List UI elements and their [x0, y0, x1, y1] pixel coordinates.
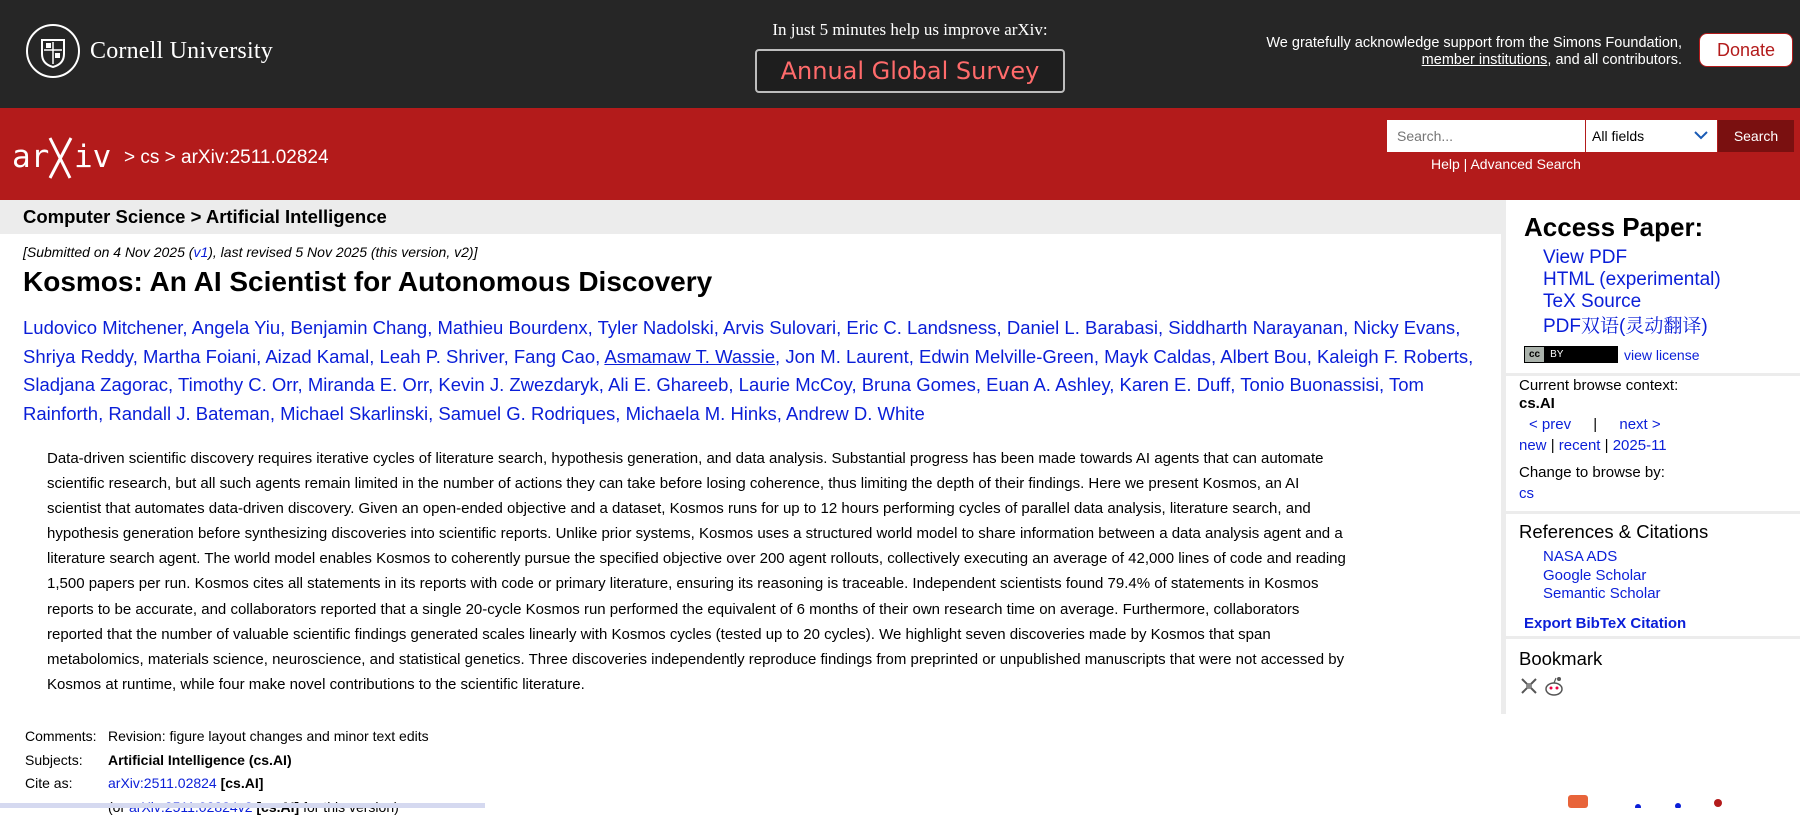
month-link[interactable]: 2025-11 — [1613, 437, 1667, 454]
nav-pipe: | — [1593, 416, 1597, 433]
cs-link[interactable]: cs — [1519, 485, 1534, 502]
recent-link[interactable]: recent — [1559, 437, 1601, 454]
cite-label: Cite as: — [25, 772, 108, 796]
arxiv-logo[interactable] — [12, 134, 120, 185]
author-link[interactable]: Eric C. Landsness — [846, 317, 996, 338]
paper-title: Kosmos: An AI Scientist for Autonomous Discovery — [23, 266, 1483, 298]
google-scholar-link[interactable]: Google Scholar — [1543, 567, 1646, 584]
ack-line2: , and all contributors. — [1547, 52, 1682, 68]
change-browse-label: Change to browse by: — [1519, 464, 1665, 481]
cornell-logo[interactable] — [26, 24, 273, 78]
svg-text:iv: iv — [74, 139, 111, 175]
donate-button[interactable]: Donate — [1699, 33, 1793, 67]
author-link[interactable]: Leah P. Shriver — [379, 346, 503, 367]
bookmark-icons — [1519, 676, 1565, 698]
reddit-icon[interactable] — [1543, 676, 1565, 698]
prev-next-nav — [1529, 416, 1661, 433]
abstract-line: 1,500 papers per run. Kosmos cites all statements in its reports with code or primary literature, ensuring its reasoning is traceable. Independent scientists found 79.4% of statements in Kosmos — [47, 571, 1467, 596]
arxiv-header — [0, 108, 1800, 200]
author-link[interactable]: Jon M. Laurent — [785, 346, 908, 367]
author-link[interactable]: Andrew D. White — [786, 403, 925, 424]
comments-row — [25, 725, 429, 749]
author-link[interactable]: Mathieu Bourdenx — [437, 317, 587, 338]
license — [1524, 346, 1699, 363]
semantic-scholar-link[interactable]: Semantic Scholar — [1543, 585, 1661, 602]
new-link[interactable]: new — [1519, 437, 1547, 454]
abstract — [47, 446, 1467, 697]
access-paper-heading: Access Paper: — [1524, 212, 1703, 243]
subjects-row — [25, 749, 429, 773]
cc-icon: cc — [1525, 347, 1544, 362]
cite-tag: [cs.AI] — [221, 775, 264, 791]
comments-value: Revision: figure layout changes and minor text edits — [108, 725, 429, 749]
view-pdf-link[interactable]: View PDF — [1543, 247, 1627, 268]
author-link[interactable]: Bruna Gomes — [862, 374, 976, 395]
author-link[interactable]: Timothy C. Orr — [178, 374, 298, 395]
author-link[interactable]: Miranda E. Orr — [308, 374, 428, 395]
author-link[interactable]: Ludovico Mitchener — [23, 317, 182, 338]
references-heading: References & Citations — [1519, 521, 1708, 543]
search-field-select[interactable] — [1586, 120, 1717, 152]
submitted-text: [Submitted on 4 Nov 2025 ( — [23, 244, 193, 260]
author-link[interactable]: Fang Cao — [514, 346, 595, 367]
abstract-line: scientist that automates data-driven discovery. Given an open-ended objective and a dataset, Kosmos runs for up to 12 hours performing cycles of parallel data analysis, literature search, and — [47, 496, 1467, 521]
arxiv-logo-icon — [12, 134, 120, 180]
tex-source-link[interactable]: TeX Source — [1543, 291, 1641, 312]
author-link[interactable]: Angela Yiu — [192, 317, 280, 338]
html-link[interactable]: HTML (experimental) — [1543, 269, 1721, 290]
listing-nav: new | recent | 2025-11 — [1519, 437, 1667, 454]
search-field-value: All fields — [1592, 128, 1644, 144]
ack-line1: We gratefully acknowledge support from the Simons Foundation, — [1266, 35, 1682, 51]
author-link[interactable]: Arvis Sulovari — [723, 317, 836, 338]
references-links — [1543, 548, 1661, 604]
help-link[interactable]: Help — [1431, 156, 1460, 172]
author-link[interactable]: Martha Foiani — [143, 346, 256, 367]
author-link[interactable]: Samuel G. Rodriques — [438, 403, 615, 424]
author-link[interactable]: Laurie McCoy — [739, 374, 852, 395]
abstract-line: metabolomics, materials science, neuroscience, and statistical genetics. Three discoveries independently reproduce findings from preprinted or unpublished manuscripts that were not accessed by — [47, 647, 1467, 672]
help-sep: | — [1460, 156, 1471, 172]
bibsonomy-icon[interactable] — [1519, 676, 1539, 696]
author-link[interactable]: Benjamin Chang — [290, 317, 427, 338]
view-license-link[interactable]: view license — [1624, 347, 1699, 363]
partial-logo-icon — [1568, 793, 1748, 808]
next-link[interactable]: next > — [1619, 416, 1660, 433]
author-link[interactable]: Tyler Nadolski — [598, 317, 714, 338]
cornell-seal-icon — [26, 24, 80, 78]
author-link[interactable]: Ali E. Ghareeb — [608, 374, 728, 395]
comments-label: Comments: — [25, 725, 108, 749]
author-link[interactable]: Asmamaw T. Wassie — [604, 346, 775, 367]
author-link[interactable]: Tom Rainforth — [23, 374, 1424, 424]
author-link[interactable]: Kaleigh F. Roberts — [1317, 346, 1468, 367]
abstract-line: Kosmos at runtime, while four make novel contributions to the scientific literature. — [47, 672, 1467, 697]
prev-link[interactable]: < prev — [1529, 416, 1571, 433]
bookmark-heading: Bookmark — [1519, 648, 1602, 670]
revised-text: ), last revised 5 Nov 2025 (this version, v2)] — [208, 244, 477, 260]
browse-context-value: cs.AI — [1519, 395, 1555, 412]
export-bibtex-link[interactable]: Export BibTeX Citation — [1524, 615, 1686, 632]
breadcrumb[interactable]: > cs > arXiv:2511.02824 — [124, 147, 329, 169]
help-links — [1431, 156, 1581, 172]
author-link[interactable]: Euan A. Ashley — [986, 374, 1109, 395]
subject-heading: Computer Science > Artificial Intelligence — [0, 200, 1501, 234]
author-link[interactable]: Edwin Melville-Green — [919, 346, 1094, 367]
browse-context-label: Current browse context: — [1519, 377, 1678, 394]
pdf-translation-link[interactable]: PDF双语(灵动翻译) — [1543, 316, 1708, 337]
bottom-scroll-bar — [0, 803, 485, 808]
author-list: Ludovico Mitchener, Angela Yiu, Benjamin Chang, Mathieu Bourdenx, Tyler Nadolski, Arvis Sulovari, Eric C. Landsness, Daniel L. Barabasi, Siddharth Narayanan, Nicky Evans, Shriya Reddy, Martha Foiani, Aizad Kamal, Leah P. Shriver, Fang Cao, Asmamaw T. Wassie, Jon M. Laurent, Edwin Melville-Green, Mayk Caldas, Albert Bou, Kaleigh F. Roberts, Sladjana Zagorac, Timothy C. Orr, Miranda E. Orr, Kevin J. Zwezdaryk, Ali E. Ghareeb, Laurie McCoy, Bruna Gomes, Euan A. Ashley, Karen E. Duff, Tonio Buonassisi, Tom Rainforth, Randall J. Bateman, Michael Skarlinski, Samuel G. Rodriques, Michaela M. Hinks, Andrew D. White — [23, 314, 1493, 428]
author-link[interactable]: Sladjana Zagorac — [23, 374, 168, 395]
author-link[interactable]: Shriya Reddy — [23, 346, 133, 367]
abstract-line: hypothesis generation before synthesizing discoveries into scientific reports. Unlike prior systems, Kosmos uses a structured world model to share information between a data analysis agent and a — [47, 521, 1467, 546]
annual-survey-button[interactable]: Annual Global Survey — [755, 49, 1065, 93]
submission-history — [23, 244, 477, 260]
cite-link[interactable]: arXiv:2511.02824 — [108, 775, 217, 791]
abstract-line: scientific research, but all such agents remain limited in the number of actions they can take before losing coherence, thus limiting the depth of their findings. Here we present Kosmos, an AI — [47, 471, 1467, 496]
cite-row — [25, 772, 429, 796]
v1-link[interactable]: v1 — [193, 244, 208, 260]
advanced-search-link[interactable]: Advanced Search — [1470, 156, 1581, 172]
abstract-line: reported that the number of valuable scientific findings generated scales linearly with Kosmos cycles (tested up to 20 cycles). We highlight seven discoveries made by Kosmos that span — [47, 622, 1467, 647]
author-link[interactable]: Michael Skarlinski — [280, 403, 428, 424]
survey-prompt: In just 5 minutes help us improve arXiv: — [720, 20, 1100, 40]
search-input[interactable] — [1387, 120, 1585, 152]
author-link[interactable]: Nicky Evans — [1353, 317, 1455, 338]
author-link[interactable]: Siddharth Narayanan — [1168, 317, 1343, 338]
abstract-line: literature search agent. The world model enables Kosmos to coherently pursue the specified objective over 200 agent rollouts, collectively executing an average of 42,000 lines of code and reading — [47, 546, 1467, 571]
author-link[interactable]: Daniel L. Barabasi — [1007, 317, 1158, 338]
author-link[interactable]: Kevin J. Zwezdaryk — [438, 374, 598, 395]
author-link[interactable]: Randall J. Bateman — [108, 403, 269, 424]
author-link[interactable]: Karen E. Duff — [1120, 374, 1231, 395]
author-link[interactable]: Aizad Kamal — [265, 346, 369, 367]
author-link[interactable]: Mayk Caldas — [1104, 346, 1211, 367]
chevron-down-icon — [1693, 127, 1709, 143]
abstract-line: reports to be accurate, and collaborators reported that a single 20-cycle Kosmos run performed the equivalent of 6 months of their own research time on average. Furthermore, collaborators — [47, 597, 1467, 622]
cornell-name: Cornell University — [90, 38, 273, 65]
acknowledgement — [1212, 35, 1682, 69]
cc-by-badge[interactable] — [1524, 346, 1618, 363]
search-button[interactable]: Search — [1718, 120, 1794, 152]
subjects-value: Artificial Intelligence (cs.AI) — [108, 752, 292, 768]
member-institutions-link[interactable]: member institutions — [1422, 52, 1548, 68]
svg-text:ar: ar — [12, 139, 49, 175]
abstract-line: Data-driven scientific discovery requires iterative cycles of literature search, hypothesis generation, and data analysis. Substantial progress has been made towards AI agents that can automate — [47, 446, 1467, 471]
author-link[interactable]: Michaela M. Hinks — [626, 403, 777, 424]
nasa-ads-link[interactable]: NASA ADS — [1543, 548, 1617, 565]
by-label: BY — [1544, 349, 1563, 360]
cornell-banner — [0, 0, 1800, 108]
access-links — [1543, 247, 1721, 338]
author-link[interactable]: Albert Bou — [1220, 346, 1306, 367]
subjects-label: Subjects: — [25, 749, 108, 773]
author-link[interactable]: Tonio Buonassisi — [1240, 374, 1379, 395]
